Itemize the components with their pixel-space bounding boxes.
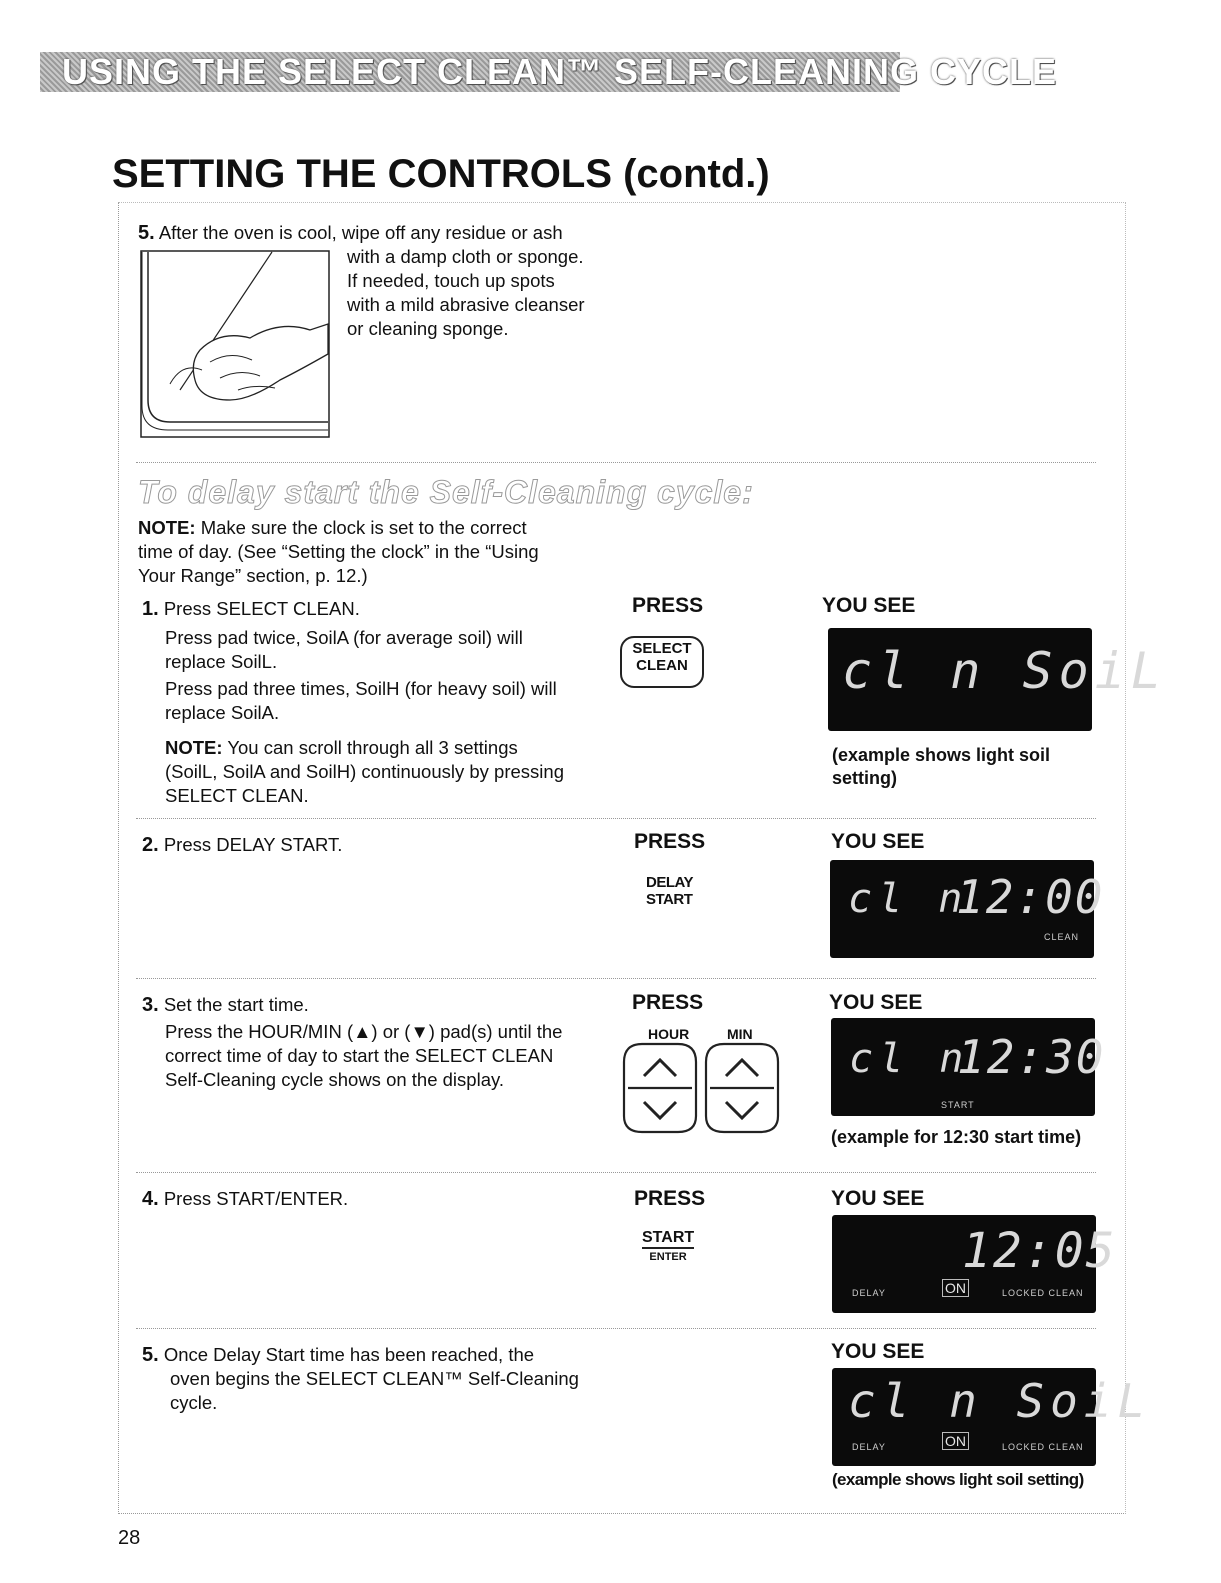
press-label: PRESS [632,594,704,617]
page-number: 28 [118,1527,141,1549]
you-see-label: YOU SEE [831,1340,925,1363]
press-label: PRESS [634,830,706,853]
delay-indicator: DELAY [852,1288,886,1298]
locked-clean-indicator: LOCKED CLEAN [1002,1442,1084,1452]
step-text: Press DELAY START. [163,834,343,855]
delay-indicator: DELAY [852,1442,886,1452]
you-see-label: YOU SEE [829,991,923,1014]
step1-paragraph-2 [165,677,557,725]
oven-display [832,1215,1117,1313]
up-arrow-icon[interactable] [726,1060,758,1076]
pad-label: START [642,1229,694,1249]
step2-heading [142,833,342,857]
step3-lines [165,1020,562,1092]
step-number: 5. [138,222,155,244]
text-line: Once Delay Start time has been reached, the [163,1344,535,1365]
divider [136,1328,1096,1329]
hour-label: HOUR [648,1026,690,1042]
note-label: NOTE: [165,737,223,758]
step-text: After the oven is cool, wipe off any residue or ash [158,222,563,243]
divider [136,978,1096,979]
text-line: You can scroll through all 3 settings [227,737,518,758]
step-number: 5. [142,1344,159,1366]
text-line: Your Range” section, p. 12.) [138,565,368,586]
step-number: 3. [142,994,159,1016]
step-text: Press SELECT CLEAN. [163,598,360,619]
text-line: replace SoilL. [165,651,278,672]
pad-label: SELECT [632,640,692,657]
text-line: Press pad three times, SoilH (for heavy soil) will [165,678,557,699]
on-indicator: ON [942,1432,969,1450]
select-clean-pad[interactable] [620,636,704,688]
divider [136,1172,1096,1173]
step-number: 2. [142,834,159,856]
note-label: NOTE: [138,517,196,538]
up-arrow-icon[interactable] [644,1060,676,1076]
display-readout: cl n SoiL [848,1374,1152,1428]
pad-label: START [646,891,693,908]
oven-display [831,1018,1106,1116]
hour-min-pads [620,1040,785,1136]
you-see-label: YOU SEE [831,830,925,853]
min-label: MIN [727,1026,753,1042]
page-title: SETTING THE CONTROLS (contd.) [112,152,770,196]
oven-wipe-illustration [140,250,330,438]
text-line: Self-Cleaning cycle shows on the display. [165,1069,504,1090]
press-label: PRESS [632,991,704,1014]
start-indicator: START [941,1100,975,1110]
oven-display [830,860,1105,958]
display-readout: cl n SoiL [842,642,1167,700]
pad-label: ENTER [649,1251,687,1263]
text-line: (example shows light soil [832,745,1051,765]
text-line: cycle. [170,1392,218,1413]
oven-display [828,628,1167,731]
note-block [138,516,539,588]
down-arrow-icon[interactable] [644,1102,676,1118]
min-pad[interactable] [706,1044,778,1132]
text-line: with a mild abrasive cleanser [347,294,585,315]
on-indicator: ON [942,1279,969,1297]
step1-paragraph-1 [165,626,523,674]
divider [136,462,1096,463]
you-see-label: YOU SEE [822,594,916,617]
display-caption: (example shows light soil setting) [832,1470,1084,1489]
text-line: SELECT CLEAN. [165,785,309,806]
step-text: Set the start time. [163,994,309,1015]
text-line: replace SoilA. [165,702,280,723]
text-line: or cleaning sponge. [347,318,509,339]
subheading: To delay start the Self-Cleaning cycle: [138,474,754,510]
start-enter-pad[interactable] [642,1229,694,1266]
pad-label: CLEAN [636,657,688,674]
display-time: 12:30 [957,1030,1106,1084]
press-label: PRESS [634,1187,706,1210]
text-line: with a damp cloth or sponge. [347,246,584,267]
step5b-text [142,1343,579,1415]
step1-note [165,736,564,808]
display-readout: cl n [848,876,969,922]
step-number: 1. [142,598,159,620]
section-banner: USING THE SELECT CLEAN™ SELF-CLEANING CYCLE [40,52,900,92]
step5a-line1 [138,221,563,245]
step5a-lines [347,245,585,341]
you-see-label: YOU SEE [831,1187,925,1210]
text-line: setting) [832,768,897,788]
oven-display [832,1368,1152,1466]
text-line: Make sure the clock is set to the correct [200,517,527,538]
display-time: 12:05 [962,1223,1117,1279]
display-readout: cl n [849,1036,970,1082]
text-line: time of day. (See “Setting the clock” in the “Using [138,541,539,562]
display-caption [832,744,1050,790]
hour-pad[interactable] [624,1044,696,1132]
clean-indicator: CLEAN [1044,932,1080,942]
text-line: If needed, touch up spots [347,270,555,291]
display-caption: (example for 12:30 start time) [831,1127,1082,1147]
text-line: correct time of day to start the SELECT CLEAN [165,1045,554,1066]
step4-heading [142,1187,348,1211]
locked-clean-indicator: LOCKED CLEAN [1002,1288,1084,1298]
text-line: (SoilL, SoilA and SoilH) continuously by pressing [165,761,564,782]
divider [136,818,1096,819]
step1-heading [142,597,360,621]
text-line: oven begins the SELECT CLEAN™ Self-Cleaning [170,1368,579,1389]
pad-label: DELAY [646,874,693,891]
step-text: Press START/ENTER. [163,1188,349,1209]
down-arrow-icon[interactable] [726,1102,758,1118]
delay-start-pad[interactable] [646,874,693,908]
step3-heading [142,993,309,1017]
text-line: Press pad twice, SoilA (for average soil) will [165,627,523,648]
display-time: 12:00 [956,870,1105,924]
step-number: 4. [142,1188,159,1210]
text-line: Press the HOUR/MIN (▲) or (▼) pad(s) until the [165,1021,563,1042]
